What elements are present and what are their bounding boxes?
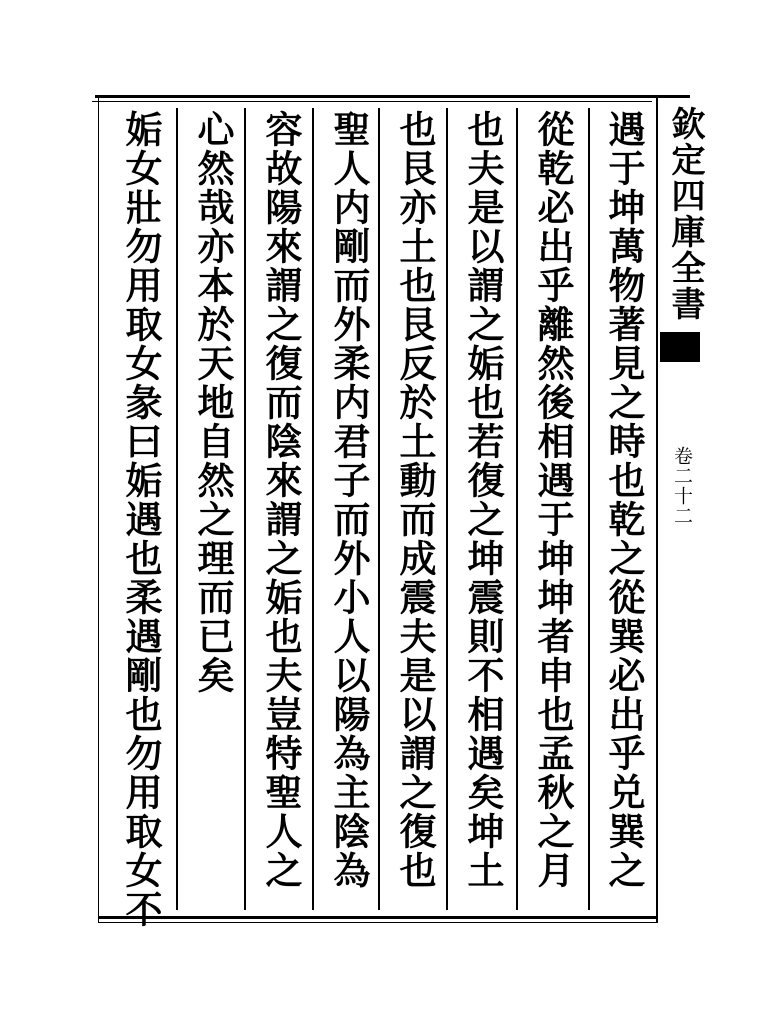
text-column-4: [384, 110, 446, 910]
book-title: 欽定四庫全書: [665, 106, 705, 322]
column-text: 容故陽來謂之復而陰來謂之姤也夫豈特聖人之: [259, 110, 303, 890]
column-divider: [312, 108, 314, 910]
fish-tail-mark: [660, 332, 700, 362]
column-text: 聖人内剛而外柔内君子而外小人以陽為主陰為: [327, 110, 371, 890]
column-text: 姤女壯勿用取女彖曰姤遇也柔遇剛也勿用取女不: [119, 110, 163, 929]
top-border-inner: [92, 101, 652, 102]
column-divider: [244, 108, 246, 910]
text-column-5: [318, 110, 380, 910]
text-column-8: [110, 110, 172, 929]
column-text: 從乾必出乎離然後相遇于坤坤者申也孟秋之月: [531, 110, 575, 890]
text-column-2: [522, 110, 584, 910]
page-margin: [660, 96, 708, 922]
column-text: 也艮亦土也艮反於土動而成震夫是以謂之復也: [393, 110, 437, 890]
right-border: [656, 96, 658, 922]
text-column-3: [452, 110, 514, 910]
left-border: [98, 95, 99, 922]
column-divider: [588, 108, 590, 910]
text-column-6: [250, 110, 312, 910]
text-column-1: [593, 110, 655, 910]
text-column-7: [182, 110, 244, 910]
column-text: 心然哉亦本於天地自然之理而已矣: [191, 110, 235, 695]
volume-label: 卷二十二: [671, 446, 693, 526]
column-text: 遇于坤萬物著見之時也乾之從巽必出乎兑巽之: [602, 110, 646, 890]
top-border: [95, 95, 690, 98]
column-text: 也夫是以謂之姤也若復之坤震則不相遇矣坤土: [461, 110, 505, 890]
column-divider: [176, 108, 178, 910]
bottom-border-inner: [98, 922, 658, 923]
column-divider: [516, 108, 518, 910]
bottom-border: [98, 916, 658, 919]
column-divider: [446, 108, 448, 910]
